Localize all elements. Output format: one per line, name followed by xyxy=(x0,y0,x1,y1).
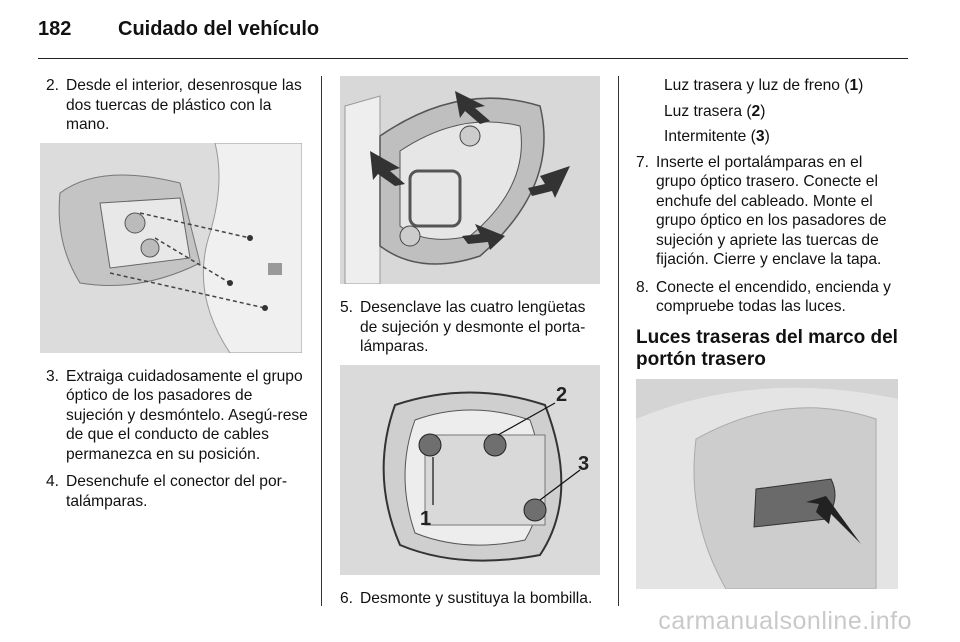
figure-tailgate-light xyxy=(636,379,898,589)
bulb-item-1 xyxy=(636,76,906,96)
step-text: Desmonte y sustituya la bombilla. xyxy=(360,589,593,607)
figure-taillight-nuts xyxy=(40,143,302,353)
page-title: Cuidado del vehículo xyxy=(118,18,320,40)
step-number: 5. xyxy=(340,299,354,316)
column-3 xyxy=(636,76,906,589)
bulb-label: Luz trasera y luz de freno ( xyxy=(664,77,850,94)
bulb-number: 2 xyxy=(751,102,761,120)
header-rule xyxy=(38,58,908,59)
section-title: Luces traseras del marco del portón trasero xyxy=(636,326,898,370)
bulb-label: Intermitente ( xyxy=(664,128,756,145)
step-number: 8. xyxy=(636,278,650,296)
step-number: 2. xyxy=(46,77,60,94)
column-divider xyxy=(618,76,619,606)
bulb-number: 1 xyxy=(849,77,859,94)
column-divider xyxy=(321,76,322,606)
step-text: Inserte el portalámparas en el grupo óptico trasero. Conecte el enchufe del cableado. Monte el grupo óptico en los pasadores de sujeción y apriete las tuercas de fijación. Cierre y enclave la tapa. xyxy=(656,153,887,268)
step-5 xyxy=(340,298,602,357)
bulb-paren: ) xyxy=(760,102,766,120)
step-3 xyxy=(46,367,308,465)
bulb-label: Luz trasera ( xyxy=(664,102,752,120)
callout-3: 3 xyxy=(578,452,590,475)
bulb-item-3 xyxy=(636,127,906,147)
callout-2: 2 xyxy=(556,383,568,406)
step-8 xyxy=(636,278,906,317)
step-6 xyxy=(340,589,602,609)
step-4 xyxy=(46,472,308,511)
figure-lampholder-tabs xyxy=(340,76,600,284)
step-text: Desenchufe el conector del por-talámparas. xyxy=(66,473,288,510)
page-number: 182 xyxy=(38,18,72,40)
step-number: 7. xyxy=(636,153,650,171)
figure-bulb-positions xyxy=(340,365,600,575)
step-number: 3. xyxy=(46,367,60,385)
bulb-paren: ) xyxy=(764,128,770,145)
page-header xyxy=(38,18,319,41)
step-number: 4. xyxy=(46,473,60,490)
column-1 xyxy=(46,76,308,519)
step-7 xyxy=(636,153,906,270)
bulb-item-2 xyxy=(636,102,906,122)
bulb-number: 3 xyxy=(755,128,765,145)
step-2 xyxy=(46,76,308,135)
step-text: Conecte el encendido, encienda y compruebe todas las luces. xyxy=(656,278,891,315)
step-text: Desde el interior, desenrosque las dos tuercas de plástico con la mano. xyxy=(66,77,302,133)
column-2 xyxy=(340,76,602,616)
step-text: Desenclave las cuatro lengüetas de sujeción y desmonte el porta-lámparas. xyxy=(360,299,586,355)
step-text: Extraiga cuidadosamente el grupo óptico de los pasadores de sujeción y desmóntelo. Asegú-rese de que el conducto de cables permanezca en su posición. xyxy=(66,367,308,463)
callout-1: 1 xyxy=(420,507,432,530)
bulb-paren: ) xyxy=(858,77,864,94)
watermark: carmanualsonline.info xyxy=(658,607,912,635)
step-number: 6. xyxy=(340,589,354,607)
